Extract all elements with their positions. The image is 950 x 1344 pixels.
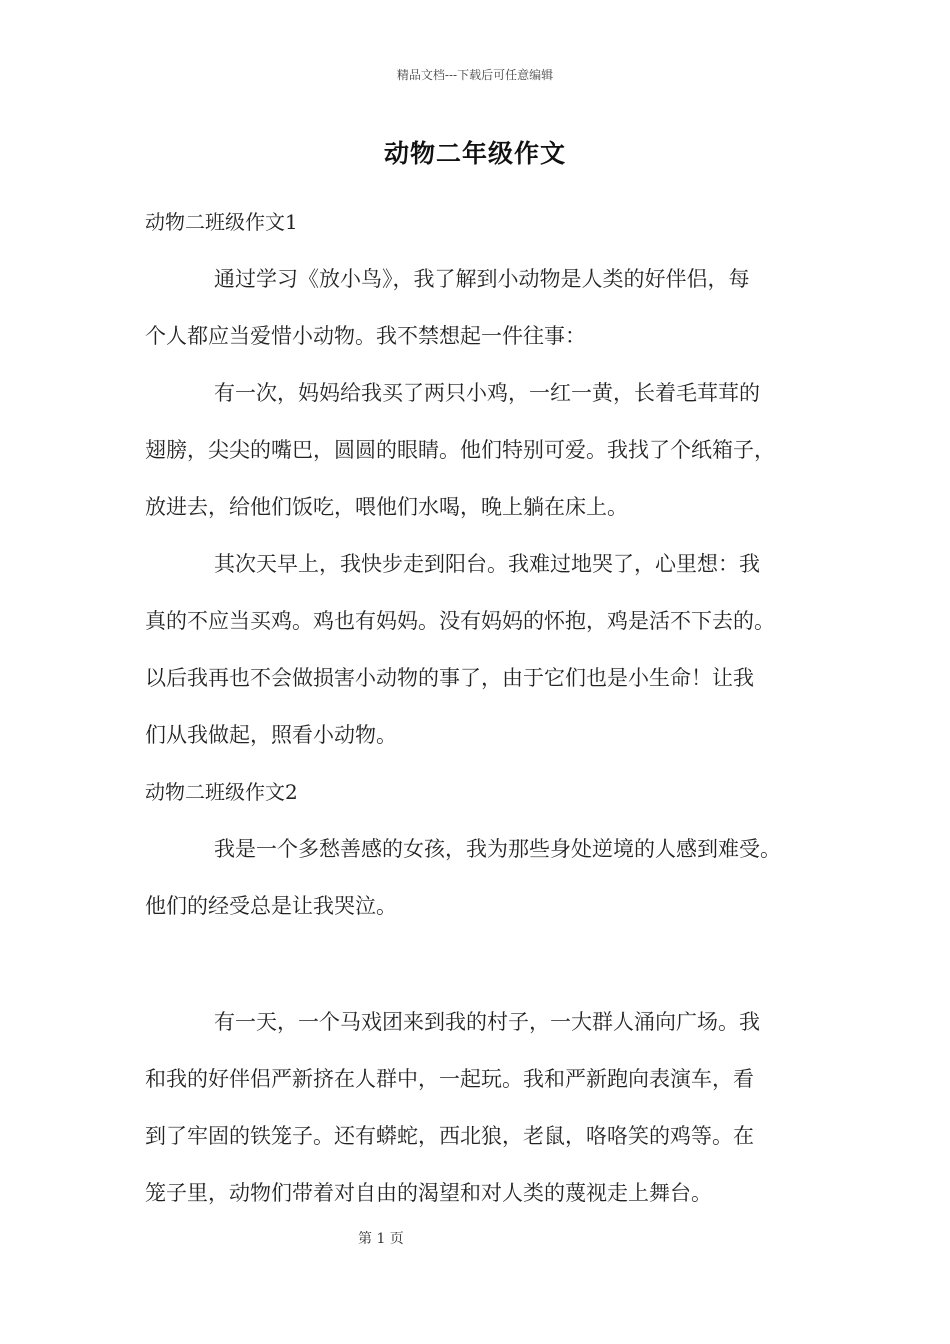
paragraph-line: 和我的好伴侣严新挤在人群中，一起玩。我和严新跑向表演车，看 <box>145 1067 754 1091</box>
paragraph-line: 真的不应当买鸡。鸡也有妈妈。没有妈妈的怀抱，鸡是活不下去的。 <box>145 609 775 633</box>
page-number: 第 1 页 <box>358 1231 404 1247</box>
section-heading: 动物二班级作文2 <box>145 780 298 804</box>
paragraph-line: 以后我再也不会做损害小动物的事了，由于它们也是小生命！让我 <box>145 666 754 690</box>
document-title: 动物二年级作文 <box>383 139 566 168</box>
header-note: 精品文档---下载后可任意编辑 <box>396 68 554 82</box>
paragraph-line: 到了牢固的铁笼子。还有蟒蛇，西北狼，老鼠，咯咯笑的鸡等。在 <box>145 1124 754 1148</box>
paragraph-line: 们从我做起，照看小动物。 <box>145 723 397 747</box>
paragraph-line: 其次天早上，我快步走到阳台。我难过地哭了，心里想：我 <box>214 552 760 576</box>
paragraph-line: 我是一个多愁善感的女孩，我为那些身处逆境的人感到难受。 <box>214 837 781 861</box>
paragraph-line: 笼子里，动物们带着对自由的渴望和对人类的蔑视走上舞台。 <box>145 1181 712 1205</box>
paragraph-line: 有一次，妈妈给我买了两只小鸡，一红一黄，长着毛茸茸的 <box>214 381 760 405</box>
paragraph-line: 他们的经受总是让我哭泣。 <box>145 894 397 918</box>
paragraph-line: 放进去，给他们饭吃，喂他们水喝，晚上躺在床上。 <box>145 495 628 519</box>
section-heading: 动物二班级作文1 <box>145 210 298 234</box>
paragraph-line: 翅膀，尖尖的嘴巴，圆圆的眼睛。他们特别可爱。我找了个纸箱子， <box>145 438 775 462</box>
paragraph-line: 通过学习《放小鸟》，我了解到小动物是人类的好伴侣，每 <box>214 267 750 291</box>
paragraph-line: 个人都应当爱惜小动物。我不禁想起一件往事： <box>145 324 586 348</box>
paragraph-line: 有一天，一个马戏团来到我的村子，一大群人涌向广场。我 <box>214 1010 760 1034</box>
